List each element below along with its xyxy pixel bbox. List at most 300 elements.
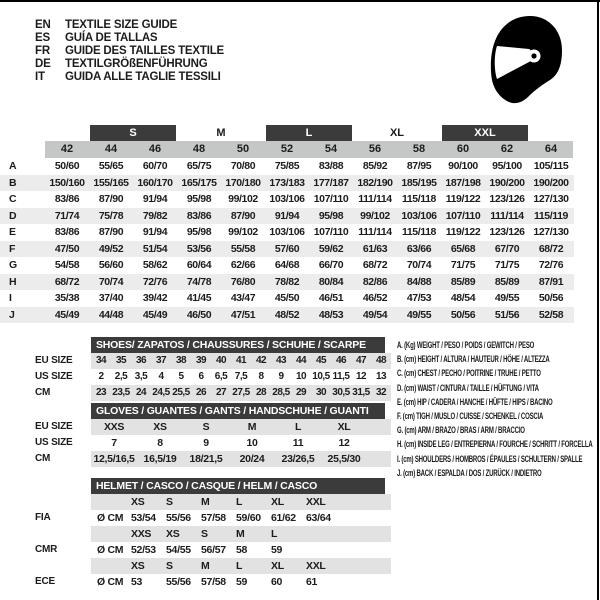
helmet-value: 52/53: [131, 544, 156, 556]
shoes-size-value: 44: [295, 355, 307, 366]
shoes-size-value: 24,5: [152, 387, 170, 398]
helmet-value: 55/56: [166, 576, 191, 588]
legend-entry: J. (cm) BACK / ESPALDA / DOS / ZURÜCK / INDIETRO: [397, 467, 542, 478]
helmet-size-label: XS: [131, 560, 145, 572]
shoes-size-value: 29: [295, 387, 307, 398]
shoes-size-value: 5: [178, 371, 184, 382]
guide-title: GUIDA ALLE TAGLIE TESSILI: [65, 71, 221, 83]
size-number: 44: [104, 143, 118, 155]
gloves-size-value: XXS: [103, 421, 125, 433]
measure-value: 72/76: [538, 259, 564, 271]
shoes-size-value: 8: [258, 371, 264, 382]
measure-value: 70/80: [230, 160, 256, 172]
measure-value: 119/122: [445, 193, 481, 205]
helmet-value: 61: [306, 576, 318, 588]
measure-row: [0, 191, 574, 208]
measure-value: 64/68: [274, 259, 300, 271]
helmet-size-label: M: [236, 528, 245, 540]
helmet-value-row: [0, 542, 392, 558]
helmet-values: [91, 542, 391, 558]
shoes-size-value: 6,5: [214, 371, 228, 382]
size-number: 64: [544, 143, 558, 155]
measure-value: 119/122: [445, 226, 481, 238]
measure-value: 84/88: [406, 275, 432, 288]
measure-value: 103/106: [269, 226, 305, 238]
measure-value: 75/78: [98, 209, 124, 222]
gloves-size-row: [0, 419, 392, 435]
gloves-size-row: [0, 435, 392, 451]
shoes-size-value: 35: [115, 355, 127, 366]
measure-value: 90/100: [448, 160, 478, 172]
shoes-size-cells: [91, 369, 391, 385]
helmet-values: [91, 510, 391, 526]
measure-row-label: E: [9, 226, 17, 238]
language-row: [35, 32, 224, 45]
measure-value: 68/72: [538, 242, 564, 255]
helmet-size-row: [0, 526, 392, 542]
measure-value: 87/90: [230, 209, 256, 222]
measure-value: 123/126: [489, 193, 525, 205]
measure-value: 99/102: [228, 226, 258, 238]
right-border-line: [597, 0, 599, 600]
measure-value: 45/49: [54, 308, 80, 321]
gloves-size-value: 20/24: [239, 453, 265, 465]
shoes-size-value: 25,5: [172, 387, 190, 398]
standard-label: CMR: [35, 544, 58, 555]
shoes-title-bar: SHOES/ ZAPATOS / CHAUSSURES / SCHUHE / SCARPE: [91, 337, 385, 353]
measure-value: 103/106: [401, 209, 437, 222]
measure-value: 61/63: [362, 242, 388, 255]
measure-value: 43/47: [230, 292, 256, 304]
measure-value: 35/38: [54, 292, 80, 304]
guide-title: GUÍA DE TALLAS: [65, 32, 158, 44]
size-letter-s: S: [90, 125, 176, 141]
measure-row: [0, 290, 574, 307]
measure-value: 46/51: [318, 292, 344, 304]
measure-value: 52/58: [538, 308, 564, 321]
legend-entry: D. (cm) WAIST / CINTURA / TAILLE / HÜFTUNG / VITA: [397, 382, 539, 393]
shoes-size-value: 48: [375, 355, 387, 366]
measure-value: 39/42: [142, 292, 168, 304]
helmet-size-label: L: [236, 560, 243, 572]
measure-value: 49/55: [494, 292, 520, 304]
textile-size-table: [0, 125, 574, 323]
measure-value: 48/53: [318, 308, 344, 321]
size-number: 46: [148, 143, 162, 155]
gloves-size-value: 11: [292, 437, 304, 449]
gloves-size-value: 16,5/19: [143, 453, 177, 465]
gloves-title-bar: GLOVES / GUANTES / GANTS / HANDSCHUHE / GUANTI: [91, 403, 385, 419]
measure-value: 87/91: [538, 275, 564, 288]
shoes-size-value: 2,5: [114, 371, 128, 382]
size-number: 58: [412, 143, 426, 155]
shoes-size-value: 30,5: [332, 387, 350, 398]
top-border-line: [0, 0, 600, 2]
helmet-size-label: XS: [131, 496, 145, 508]
gloves-size-value: 10: [246, 437, 258, 449]
shoes-size-value: 32: [375, 387, 387, 398]
shoes-size-value: 11,5: [332, 371, 350, 382]
measure-value: 82/86: [362, 275, 388, 288]
helmet-size-labels: [91, 526, 391, 542]
measure-value: 60/64: [186, 259, 212, 271]
measure-value: 177/187: [313, 176, 349, 189]
gloves-size-value: M: [247, 421, 257, 433]
helmet-value: 59/60: [236, 512, 261, 524]
measure-value: 65/75: [186, 160, 212, 172]
measure-row: [0, 307, 574, 324]
helmet-size-label: XS: [166, 528, 180, 540]
measure-value: 95/98: [186, 226, 212, 238]
measure-value: 95/98: [186, 193, 212, 205]
measure-value: 99/102: [360, 209, 390, 222]
measure-value: 37/40: [98, 292, 124, 304]
legend-entry: H. (cm) INSIDE LEG / ENTREPIERNA / FOURCHE / SCHRITT / FORCELLA: [397, 439, 593, 450]
shoes-size-value: 43: [275, 355, 287, 366]
helmet-size-labels: [91, 494, 391, 510]
gloves-size-cells: [91, 419, 391, 435]
helmet-value: 60: [271, 576, 283, 588]
helmet-size-label: XXL: [306, 560, 326, 572]
shoes-size-value: 26: [195, 387, 207, 398]
size-number: 52: [280, 143, 294, 155]
shoes-size-value: 38: [175, 355, 187, 366]
shoes-size-value: 23,5: [112, 387, 130, 398]
measure-value: 115/118: [402, 226, 436, 238]
measure-value: 76/80: [230, 275, 256, 288]
gloves-size-value: 9: [203, 437, 209, 449]
measure-value: 95/98: [318, 209, 344, 222]
shoes-size-value: 47: [355, 355, 367, 366]
gloves-size-value: 23/26,5: [281, 453, 315, 465]
shoes-size-value: 7,5: [234, 371, 248, 382]
measure-value: 165/175: [181, 176, 217, 189]
measure-value: 127/130: [533, 193, 569, 205]
measure-value: 51/54: [142, 242, 168, 255]
helmet-values: [91, 574, 391, 590]
helmet-value: 59: [271, 544, 283, 556]
measure-value: 47/53: [406, 292, 432, 304]
gloves-size-value: S: [202, 421, 210, 433]
measure-value: 53/56: [186, 242, 212, 255]
size-letter-l: L: [266, 125, 352, 141]
shoes-size-cells: [91, 353, 391, 369]
standard-label: ECE: [35, 576, 55, 587]
measure-row-label: A: [9, 160, 17, 172]
measure-value: 99/102: [228, 193, 258, 205]
measure-value: 87/95: [406, 160, 432, 172]
legend-entry: E. (cm) HIP / CADERA / HANCHE / HÜFTE / HIPS / BACINO: [397, 396, 553, 407]
helmet-value: 56/57: [201, 544, 226, 556]
measure-value: 111/114: [490, 209, 524, 222]
size-number: 62: [500, 143, 514, 155]
gloves-rows: [0, 419, 392, 467]
measure-value: 68/72: [54, 275, 80, 288]
measure-value: 49/52: [98, 242, 124, 255]
gloves-size-value: 18/21,5: [189, 453, 223, 465]
language-code: FR: [35, 45, 50, 57]
shoes-size-value: 10,5: [312, 371, 330, 382]
helmet-value-row: [0, 574, 392, 590]
helmet-size-label: L: [271, 528, 278, 540]
measure-value: 44/48: [98, 308, 124, 321]
shoes-size-row: [0, 385, 392, 401]
shoes-size-value: 6: [198, 371, 204, 382]
measure-value: 50/60: [54, 160, 80, 172]
measure-value: 85/89: [494, 275, 520, 288]
measure-row: [0, 208, 574, 225]
helmet-size-label: M: [201, 496, 210, 508]
measure-value: 127/130: [533, 226, 569, 238]
row-label: US SIZE: [35, 371, 73, 382]
measure-row-label: D: [9, 209, 17, 222]
shoes-size-value: 10: [295, 371, 307, 382]
size-number: 42: [60, 143, 74, 155]
helmet-logo: [489, 15, 563, 105]
row-label: CM: [35, 387, 51, 398]
measure-value: 103/106: [269, 193, 305, 205]
row-label: EU SIZE: [35, 421, 73, 432]
size-number: 54: [324, 143, 338, 155]
measure-value: 83/86: [54, 193, 80, 205]
helmet-size-label: XL: [271, 560, 284, 572]
measure-value: 190/200: [533, 176, 569, 189]
gloves-size-row: [0, 451, 392, 467]
shoes-size-value: 24: [135, 387, 147, 398]
helmet-size-label: L: [236, 496, 243, 508]
measure-row-label: C: [9, 193, 17, 205]
shoes-size-value: 27: [215, 387, 227, 398]
unit-spacer: [91, 558, 125, 574]
measure-value: 62/66: [230, 259, 256, 271]
gloves-table: [0, 403, 392, 467]
size-number-strip: [45, 141, 573, 158]
measure-value: 83/86: [54, 226, 80, 238]
measurement-legend: [397, 338, 598, 480]
shoes-size-value: 9: [278, 371, 284, 382]
shoes-size-value: 28,5: [272, 387, 290, 398]
shoes-size-value: 30: [315, 387, 327, 398]
measure-value: 85/92: [362, 160, 388, 172]
shoes-size-value: 36: [135, 355, 147, 366]
gloves-size-value: 12: [338, 437, 350, 449]
helmet-rows: [0, 494, 392, 590]
measure-value: 79/82: [142, 209, 168, 222]
measure-value: 50/56: [450, 308, 476, 321]
measure-value: 57/60: [274, 242, 300, 255]
legend-entry: B. (cm) HEIGHT / ALTURA / HAUTEUR / HÖHE / ALTEZZA: [397, 354, 550, 365]
row-label: US SIZE: [35, 437, 73, 448]
size-letter-xxl: XXL: [442, 125, 528, 141]
measure-value: 95/100: [492, 160, 522, 172]
measure-value: 50/56: [538, 292, 564, 304]
measure-value: 75/85: [274, 160, 300, 172]
measure-value: 49/55: [406, 308, 432, 321]
measure-value: 48/54: [450, 292, 476, 304]
helmet-value: 57/58: [201, 576, 226, 588]
measure-row: [0, 241, 574, 258]
guide-title: TEXTILGRÖßENFÜHRUNG: [65, 58, 208, 70]
measure-row: [0, 257, 574, 274]
helmet-size-label: M: [201, 560, 210, 572]
shoes-size-value: 46: [335, 355, 347, 366]
gloves-size-value: XS: [153, 421, 167, 433]
helmet-value: 55/56: [166, 512, 191, 524]
language-row: [35, 45, 224, 58]
gloves-size-cells: [91, 451, 391, 467]
gloves-size-value: 25,5/30: [327, 453, 361, 465]
legend-entry: G. (cm) ARM / BRAZO / BRAS / ARM / BRACCIO: [397, 425, 525, 436]
shoes-size-row: [0, 369, 392, 385]
helmet-value: [300, 542, 335, 558]
language-row: [35, 58, 224, 71]
size-letter-m: M: [216, 127, 226, 139]
measure-value: 78/82: [274, 275, 300, 288]
shoes-size-value: 37: [155, 355, 167, 366]
measure-value: 71/74: [54, 209, 80, 222]
measure-row-label: G: [9, 259, 18, 271]
measure-row-label: H: [9, 275, 17, 288]
gloves-size-value: 7: [111, 437, 117, 449]
measure-value: 71/75: [450, 259, 476, 271]
helmet-size-label: XXL: [306, 496, 326, 508]
helmet-size-label: [300, 526, 335, 542]
gloves-size-cells: [91, 435, 391, 451]
measure-value: 83/86: [186, 209, 212, 222]
size-number: 60: [456, 143, 470, 155]
shoes-size-value: 31,5: [352, 387, 370, 398]
measurement-rows: [0, 158, 574, 323]
measure-row-label: I: [9, 292, 12, 304]
shoes-size-value: 41: [235, 355, 247, 366]
helmet-size-label: XXS: [131, 528, 152, 540]
shoes-size-value: 13: [375, 371, 387, 382]
measure-value: 45/50: [274, 292, 300, 304]
measure-value: 150/160: [49, 176, 85, 189]
measure-value: 54/58: [54, 259, 80, 271]
size-letter-band: [0, 125, 574, 141]
shoes-rows: [0, 353, 392, 401]
language-code: DE: [35, 58, 51, 70]
shoes-size-value: 3,5: [134, 371, 148, 382]
legend-entry: I. (cm) SHOULDERS / HOMBROS / ÉPAULES / SCHULTERN / SPALLE: [397, 453, 583, 464]
measure-value: 107/110: [313, 226, 349, 238]
measure-value: 58/62: [142, 259, 168, 271]
legend-entry: F. (cm) TIGH / MUSLO / CUISSE / SCHENKEL / COSCIA: [397, 411, 544, 422]
helmet-size-labels: [91, 558, 391, 574]
measure-row: [0, 158, 574, 175]
helmet-value: 54/55: [166, 544, 191, 556]
legend-entry: C. (cm) CHEST / PECHO / POITRINE / TRUHE / PETTO: [397, 368, 541, 379]
measure-value: 49/54: [362, 308, 388, 321]
shoes-size-value: 34: [95, 355, 107, 366]
measure-value: 68/72: [362, 259, 388, 271]
diameter-unit-label: Ø CM: [97, 512, 124, 524]
measure-value: 111/114: [358, 226, 392, 238]
gloves-size-value: L: [294, 421, 302, 433]
helmet-value: 63/64: [306, 512, 331, 524]
measure-value: 41/45: [186, 292, 212, 304]
measure-row-label: B: [9, 176, 17, 189]
measure-row: [0, 175, 574, 192]
shoes-size-value: 12: [355, 371, 367, 382]
helmet-title-bar: HELMET / CASCO / CASQUE / HELM / CASCO: [91, 478, 385, 494]
measure-value: 55/58: [230, 242, 256, 255]
shoes-size-value: 4: [158, 371, 164, 382]
measure-value: 80/84: [318, 275, 344, 288]
measure-value: 91/94: [142, 226, 168, 238]
measure-value: 47/50: [54, 242, 80, 255]
measure-value: 160/170: [137, 176, 173, 189]
size-number: 48: [192, 143, 206, 155]
measure-value: 115/118: [402, 193, 436, 205]
gloves-size-value: XL: [337, 421, 351, 433]
helmet-size-row: [0, 558, 392, 574]
size-number-band: [0, 141, 574, 158]
shoes-table: [0, 337, 392, 401]
shoes-size-cells: [91, 385, 391, 401]
measure-value: 56/60: [98, 259, 124, 271]
measure-value: 91/94: [274, 209, 300, 222]
measure-value: 59/62: [318, 242, 344, 255]
size-number: 50: [236, 143, 250, 155]
shoes-size-value: 42: [255, 355, 267, 366]
measure-value: 60/70: [142, 160, 168, 172]
measure-value: 47/51: [230, 308, 256, 321]
helmet-value-row: [0, 510, 392, 526]
language-title-list: [35, 19, 224, 84]
measure-value: 123/126: [489, 226, 525, 238]
diameter-unit-label: Ø CM: [97, 544, 124, 556]
measure-value: 170/180: [225, 176, 261, 189]
measure-row-label: J: [9, 308, 15, 321]
gloves-size-value: 8: [157, 437, 163, 449]
measure-value: 74/78: [186, 275, 212, 288]
measure-value: 111/114: [358, 193, 392, 205]
measure-value: 45/49: [142, 308, 168, 321]
guide-title: TEXTILE SIZE GUIDE: [65, 19, 178, 31]
helmet-value: 59: [236, 576, 248, 588]
helmet-value: 53: [131, 576, 143, 588]
shoes-size-row: [0, 353, 392, 369]
measure-row: [0, 224, 574, 241]
helmet-size-label: S: [166, 560, 173, 572]
language-row: [35, 71, 224, 84]
racing-helmet-icon: [489, 15, 563, 105]
measure-value: 85/89: [450, 275, 476, 288]
measure-value: 71/75: [494, 259, 520, 271]
measure-value: 66/70: [318, 259, 344, 271]
guide-title: GUIDE DES TAILLES TEXTILE: [65, 45, 224, 57]
helmet-table: [0, 478, 392, 590]
measure-value: 173/183: [269, 176, 305, 189]
measure-value: 83/88: [318, 160, 344, 172]
measure-value: 72/76: [142, 275, 168, 288]
measure-value: 87/90: [98, 226, 124, 238]
measure-row-label: F: [9, 242, 16, 255]
language-code: EN: [35, 19, 51, 31]
measure-value: 155/165: [93, 176, 129, 189]
shoes-size-value: 2: [98, 371, 104, 382]
shoes-size-value: 23: [95, 387, 107, 398]
measure-row: [0, 274, 574, 291]
language-code: IT: [35, 71, 45, 83]
measure-value: 70/74: [98, 275, 124, 288]
size-number: 56: [368, 143, 382, 155]
diameter-unit-label: Ø CM: [97, 576, 124, 588]
helmet-value: 57/58: [201, 512, 226, 524]
shoes-size-value: 40: [215, 355, 227, 366]
